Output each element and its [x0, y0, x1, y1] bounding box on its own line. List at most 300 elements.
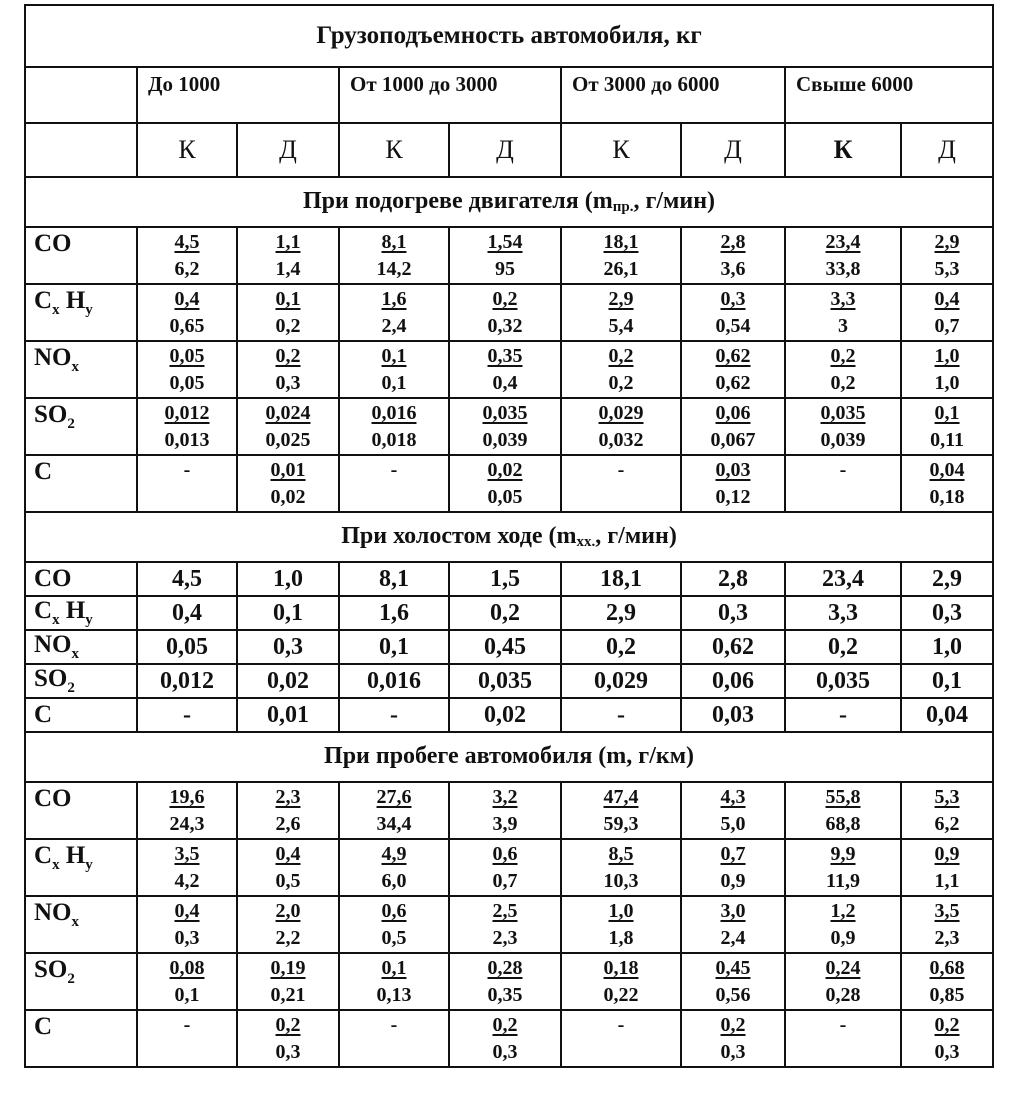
numerator-value: 9,9 [830, 843, 856, 865]
fraction-cell [561, 455, 681, 512]
fraction-cell [901, 1010, 993, 1067]
table-row [25, 596, 993, 630]
fraction-cell [237, 1010, 339, 1067]
numerator-value: 4,9 [381, 843, 407, 865]
denominator-value: 0,2 [275, 315, 301, 337]
denominator-value: 14,2 [376, 258, 412, 280]
denominator-value: 0,7 [492, 870, 518, 892]
numerator-value: 0,18 [603, 957, 639, 979]
fraction-cell [137, 953, 237, 1010]
numerator-line [902, 955, 992, 982]
denominator-value: 0,65 [169, 315, 205, 337]
d-header: Д [681, 123, 785, 177]
numerator-value: 0,2 [275, 1014, 301, 1036]
numerator-line [138, 400, 236, 427]
numerator-line [138, 955, 236, 982]
range-header: От 1000 до 3000 [339, 67, 561, 123]
fraction-cell [681, 341, 785, 398]
pollutant-label [25, 398, 137, 455]
table-row [25, 953, 993, 1010]
section-title [25, 512, 993, 562]
fraction-cell [449, 839, 561, 896]
fraction-cell [901, 782, 993, 839]
denominator-value: 4,2 [174, 870, 200, 892]
denominator-value: 59,3 [603, 813, 639, 835]
fraction-cell [901, 839, 993, 896]
numerator-value: 0,3 [720, 288, 746, 310]
formula-subscript: y [85, 612, 93, 628]
fraction-cell [339, 1010, 449, 1067]
pollutant-label [25, 227, 137, 284]
numerator-value: 0,01 [270, 459, 306, 481]
fraction-cell [561, 398, 681, 455]
table-row [25, 341, 993, 398]
numerator-line [902, 898, 992, 925]
numerator-value: 0,68 [929, 957, 965, 979]
fraction-cell [681, 227, 785, 284]
numerator-value: 0,04 [929, 459, 965, 481]
fraction-cell [339, 839, 449, 896]
fraction-cell [137, 839, 237, 896]
formula-subscript: 2 [67, 416, 75, 432]
pollutant-label [25, 455, 137, 512]
numerator-value: 0,2 [720, 1014, 746, 1036]
fraction-cell [901, 455, 993, 512]
denominator-value: 68,8 [825, 813, 861, 835]
value-cell: - [137, 698, 237, 732]
numerator-value: 0,4 [174, 288, 200, 310]
numerator-line [340, 229, 448, 256]
section-title [25, 177, 993, 227]
formula-text: C [34, 458, 53, 485]
denominator-value: 0,5 [381, 927, 407, 949]
numerator-value: 0,1 [275, 288, 301, 310]
fraction-cell [901, 284, 993, 341]
numerator-value: 0,035 [820, 402, 866, 424]
fraction-cell [785, 782, 901, 839]
formula-subscript: x [71, 914, 79, 930]
range-header: От 3000 до 6000 [561, 67, 785, 123]
value-cell: - [785, 698, 901, 732]
fraction-cell [681, 455, 785, 512]
denominator-value: 5,0 [720, 813, 746, 835]
denominator-value: 2,3 [934, 927, 960, 949]
numerator-line [562, 457, 680, 484]
value-cell: 0,1 [339, 630, 449, 664]
numerator-line [786, 784, 900, 811]
value-cell: 0,03 [681, 698, 785, 732]
numerator-line [238, 841, 338, 868]
denominator-value: 0,1 [174, 984, 200, 1006]
fraction-cell [561, 227, 681, 284]
numerator-line [450, 898, 560, 925]
numerator-line [450, 457, 560, 484]
numerator-line [138, 898, 236, 925]
section-header-row [25, 177, 993, 227]
value-cell: 0,05 [137, 630, 237, 664]
fraction-cell [449, 1010, 561, 1067]
denominator-value: 0,018 [371, 429, 417, 451]
numerator-line [450, 229, 560, 256]
section-title-subscript: пр. [612, 199, 634, 215]
numerator-line [562, 955, 680, 982]
numerator-value: 0,2 [492, 1014, 518, 1036]
no-value-dash: - [390, 1014, 398, 1036]
table-row [25, 664, 993, 698]
numerator-line [902, 229, 992, 256]
numerator-value: 1,0 [934, 345, 960, 367]
numerator-line [682, 286, 784, 313]
denominator-value: 0,05 [487, 486, 523, 508]
value-cell: 0,1 [237, 596, 339, 630]
numerator-value: 0,45 [715, 957, 751, 979]
range-header: Свыше 6000 [785, 67, 993, 123]
value-cell: 0,3 [681, 596, 785, 630]
denominator-value: 10,3 [603, 870, 639, 892]
denominator-value: 6,2 [934, 813, 960, 835]
value-cell: 2,8 [681, 562, 785, 596]
fraction-cell [237, 455, 339, 512]
numerator-value: 2,3 [275, 786, 301, 808]
fraction-cell [785, 341, 901, 398]
table-row [25, 896, 993, 953]
section-header-row [25, 732, 993, 782]
numerator-line [902, 784, 992, 811]
denominator-value: 0,2 [608, 372, 634, 394]
value-cell: 4,5 [137, 562, 237, 596]
denominator-value: 3,6 [720, 258, 746, 280]
numerator-value: 0,62 [715, 345, 751, 367]
numerator-line [340, 898, 448, 925]
numerator-line [340, 955, 448, 982]
denominator-value: 0,22 [603, 984, 639, 1006]
denominator-value: 0,05 [169, 372, 205, 394]
formula-subscript: x [71, 359, 79, 375]
numerator-line [682, 457, 784, 484]
denominator-value: 5,3 [934, 258, 960, 280]
fraction-cell [449, 227, 561, 284]
numerator-value: 18,1 [603, 231, 639, 253]
fraction-cell [237, 896, 339, 953]
numerator-value: 0,035 [482, 402, 528, 424]
value-cell: 1,0 [901, 630, 993, 664]
table-row [25, 782, 993, 839]
numerator-line [450, 400, 560, 427]
numerator-value: 0,4 [174, 900, 200, 922]
fraction-cell [137, 398, 237, 455]
fraction-cell [237, 341, 339, 398]
numerator-line [786, 229, 900, 256]
section-title-tail: , г/мин) [595, 523, 677, 549]
fraction-cell [561, 839, 681, 896]
formula-subscript: x [52, 612, 60, 628]
value-cell: 0,4 [137, 596, 237, 630]
numerator-line [902, 286, 992, 313]
numerator-value: 0,4 [934, 288, 960, 310]
numerator-line [238, 955, 338, 982]
fraction-cell [449, 782, 561, 839]
value-cell: - [561, 698, 681, 732]
no-value-dash: - [183, 459, 191, 481]
k-header: К [561, 123, 681, 177]
fraction-cell [681, 284, 785, 341]
numerator-line [682, 841, 784, 868]
formula-text: NO [34, 631, 72, 658]
value-cell: 0,02 [237, 664, 339, 698]
section-title [25, 732, 993, 782]
numerator-line [786, 457, 900, 484]
value-cell: 1,6 [339, 596, 449, 630]
fraction-cell [137, 896, 237, 953]
fraction-cell [561, 896, 681, 953]
formula-text: H [59, 597, 86, 624]
fraction-cell [561, 1010, 681, 1067]
numerator-line [340, 400, 448, 427]
fraction-cell [137, 782, 237, 839]
fraction-cell [681, 398, 785, 455]
value-cell: 18,1 [561, 562, 681, 596]
formula-text: CO [34, 785, 72, 812]
fraction-cell [339, 953, 449, 1010]
fraction-cell [449, 398, 561, 455]
fraction-cell [901, 341, 993, 398]
numerator-value: 2,9 [608, 288, 634, 310]
fraction-cell [237, 782, 339, 839]
numerator-value: 23,4 [825, 231, 861, 253]
numerator-value: 0,6 [492, 843, 518, 865]
pollutant-label [25, 596, 137, 630]
range-header: До 1000 [137, 67, 339, 123]
denominator-value: 0,35 [487, 984, 523, 1006]
formula-subscript: 2 [67, 971, 75, 987]
value-cell: 2,9 [901, 562, 993, 596]
denominator-value: 1,1 [934, 870, 960, 892]
numerator-line [902, 400, 992, 427]
denominator-value: 0,032 [598, 429, 644, 451]
denominator-value: 0,5 [275, 870, 301, 892]
denominator-value: 0,3 [275, 1041, 301, 1063]
formula-text: C [34, 597, 53, 624]
denominator-value: 3 [838, 315, 848, 337]
denominator-value: 0,7 [934, 315, 960, 337]
pollutant-label [25, 839, 137, 896]
fraction-cell [449, 896, 561, 953]
numerator-line [562, 841, 680, 868]
numerator-line [340, 457, 448, 484]
numerator-line [340, 286, 448, 313]
denominator-value: 0,025 [265, 429, 311, 451]
no-value-dash: - [617, 1014, 625, 1036]
k-header: К [137, 123, 237, 177]
fraction-cell [449, 953, 561, 1010]
numerator-line [138, 343, 236, 370]
fraction-cell [561, 953, 681, 1010]
numerator-line [562, 229, 680, 256]
value-cell: 1,5 [449, 562, 561, 596]
numerator-line [138, 1012, 236, 1039]
fraction-cell [237, 953, 339, 1010]
table-row [25, 698, 993, 732]
numerator-line [450, 955, 560, 982]
numerator-line [786, 955, 900, 982]
value-cell: 2,9 [561, 596, 681, 630]
value-cell: 0,029 [561, 664, 681, 698]
value-cell: 0,2 [785, 630, 901, 664]
section-title-text: При пробеге автомобиля (m, г/км) [324, 743, 695, 769]
kd-row [25, 123, 993, 177]
numerator-value: 1,0 [608, 900, 634, 922]
numerator-value: 0,2 [934, 1014, 960, 1036]
numerator-value: 0,7 [720, 843, 746, 865]
numerator-line [238, 784, 338, 811]
numerator-value: 0,9 [934, 843, 960, 865]
numerator-line [138, 286, 236, 313]
numerator-value: 1,2 [830, 900, 856, 922]
numerator-line [902, 841, 992, 868]
fraction-cell [561, 341, 681, 398]
denominator-value: 0,013 [164, 429, 210, 451]
value-cell: 3,3 [785, 596, 901, 630]
fraction-cell [785, 455, 901, 512]
numerator-line [562, 286, 680, 313]
fraction-cell [449, 455, 561, 512]
numerator-value: 0,28 [487, 957, 523, 979]
fraction-cell [237, 227, 339, 284]
numerator-value: 3,0 [720, 900, 746, 922]
formula-text: CO [34, 565, 72, 592]
fraction-cell [785, 953, 901, 1010]
denominator-value: 34,4 [376, 813, 412, 835]
d-header: Д [449, 123, 561, 177]
formula-subscript: 2 [67, 680, 75, 696]
fraction-cell [339, 341, 449, 398]
fraction-cell [137, 455, 237, 512]
numerator-line [238, 286, 338, 313]
numerator-value: 3,2 [492, 786, 518, 808]
numerator-line [786, 841, 900, 868]
fraction-cell [137, 227, 237, 284]
denominator-value: 2,2 [275, 927, 301, 949]
fraction-cell [237, 839, 339, 896]
denominator-value: 0,56 [715, 984, 751, 1006]
title-row [25, 5, 993, 67]
fraction-cell [339, 455, 449, 512]
no-value-dash: - [390, 459, 398, 481]
no-value-dash: - [839, 459, 847, 481]
value-cell: 0,1 [901, 664, 993, 698]
numerator-line [786, 400, 900, 427]
denominator-value: 0,18 [929, 486, 965, 508]
numerator-line [682, 955, 784, 982]
fraction-cell [901, 896, 993, 953]
numerator-value: 0,19 [270, 957, 306, 979]
numerator-line [786, 286, 900, 313]
denominator-value: 0,11 [930, 429, 964, 451]
numerator-value: 47,4 [603, 786, 639, 808]
fraction-cell [785, 896, 901, 953]
fraction-cell [785, 1010, 901, 1067]
numerator-value: 0,012 [164, 402, 210, 424]
value-cell: 0,45 [449, 630, 561, 664]
numerator-value: 0,08 [169, 957, 205, 979]
k-header: К [339, 123, 449, 177]
numerator-value: 2,8 [720, 231, 746, 253]
table-row [25, 839, 993, 896]
value-cell: 0,04 [901, 698, 993, 732]
fraction-cell [449, 284, 561, 341]
numerator-line [902, 343, 992, 370]
formula-text: NO [34, 344, 72, 371]
numerator-line [786, 343, 900, 370]
k-header: К [785, 123, 901, 177]
empty-corner-cell [25, 67, 137, 123]
numerator-value: 2,5 [492, 900, 518, 922]
numerator-value: 0,4 [275, 843, 301, 865]
fraction-cell [339, 398, 449, 455]
numerator-value: 0,6 [381, 900, 407, 922]
formula-text: CO [34, 230, 72, 257]
formula-subscript: y [85, 857, 93, 873]
table-title: Грузоподъемность автомобиля, кг [25, 5, 993, 67]
numerator-value: 0,2 [492, 288, 518, 310]
numerator-value: 0,35 [487, 345, 523, 367]
numerator-value: 3,5 [174, 843, 200, 865]
numerator-value: 2,0 [275, 900, 301, 922]
numerator-value: 0,1 [934, 402, 960, 424]
numerator-value: 0,02 [487, 459, 523, 481]
denominator-value: 0,3 [492, 1041, 518, 1063]
numerator-line [682, 343, 784, 370]
value-cell: 0,012 [137, 664, 237, 698]
fraction-cell [901, 953, 993, 1010]
numerator-value: 4,5 [174, 231, 200, 253]
numerator-line [238, 400, 338, 427]
table-row [25, 398, 993, 455]
numerator-line [682, 400, 784, 427]
numerator-value: 0,03 [715, 459, 751, 481]
numerator-value: 0,016 [371, 402, 417, 424]
numerator-line [238, 1012, 338, 1039]
table-row [25, 455, 993, 512]
fraction-cell [681, 896, 785, 953]
fraction-cell [785, 284, 901, 341]
numerator-line [682, 229, 784, 256]
denominator-value: 0,3 [275, 372, 301, 394]
pollutant-label [25, 782, 137, 839]
denominator-value: 2,3 [492, 927, 518, 949]
pollutant-label [25, 284, 137, 341]
value-cell: 0,01 [237, 698, 339, 732]
numerator-line [138, 457, 236, 484]
pollutant-label [25, 562, 137, 596]
formula-text: NO [34, 899, 72, 926]
fraction-cell [785, 398, 901, 455]
table-row [25, 284, 993, 341]
no-value-dash: - [183, 1014, 191, 1036]
denominator-value: 0,3 [934, 1041, 960, 1063]
pollutant-label [25, 1010, 137, 1067]
denominator-value: 0,9 [720, 870, 746, 892]
fraction-cell [901, 398, 993, 455]
value-cell: 0,3 [237, 630, 339, 664]
denominator-value: 11,9 [826, 870, 860, 892]
formula-subscript: x [52, 857, 60, 873]
numerator-line [340, 841, 448, 868]
numerator-value: 4,3 [720, 786, 746, 808]
numerator-value: 55,8 [825, 786, 861, 808]
denominator-value: 2,4 [720, 927, 746, 949]
pollutant-label [25, 630, 137, 664]
